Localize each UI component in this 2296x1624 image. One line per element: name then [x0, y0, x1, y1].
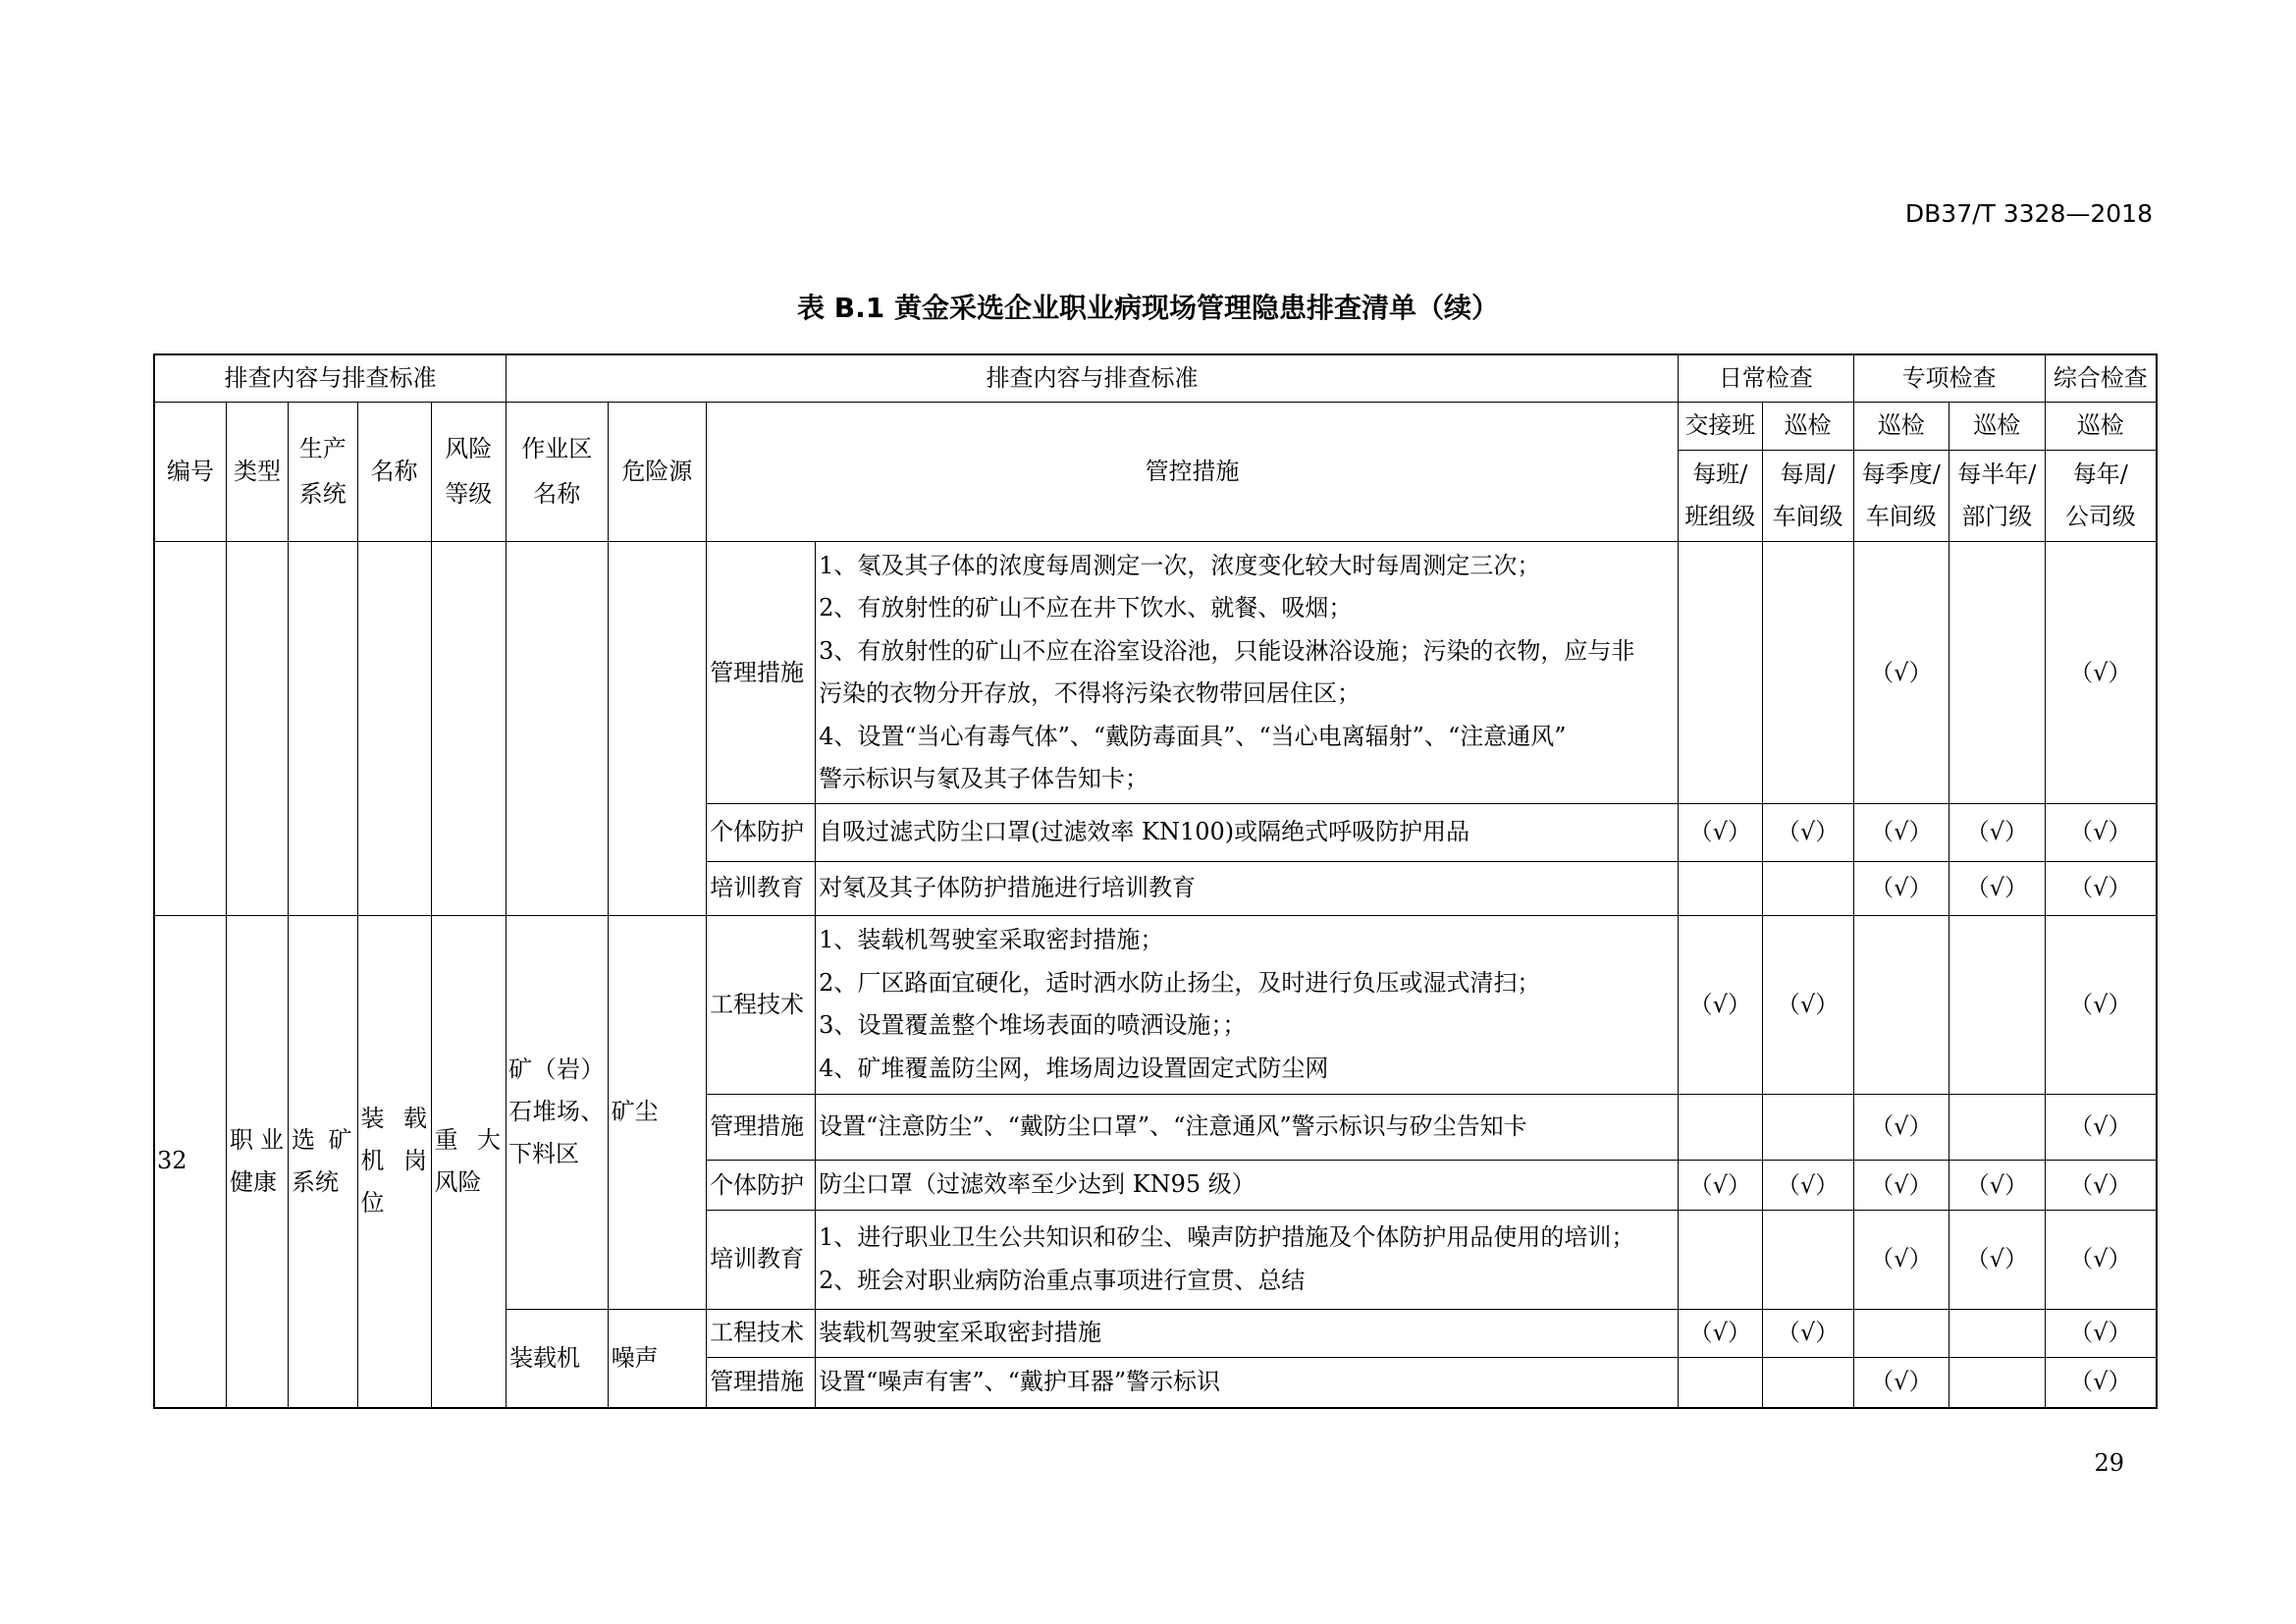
group-header-comprehensive: 综合检查	[2045, 354, 2157, 402]
work-area-label: 矿（岩）石堆场、下料区	[508, 1056, 605, 1168]
column-header-risk-label: 风险等级	[445, 435, 493, 509]
check-mark-cell: （√）	[2045, 1309, 2157, 1358]
group-header-content: 排查内容与排查标准	[507, 354, 1679, 402]
column-header-area-label: 作业区名称	[521, 435, 593, 509]
measure-content	[816, 1161, 1679, 1211]
measure-category: 管理措施	[707, 1358, 816, 1408]
work-area-cell: 装载机	[507, 1309, 609, 1408]
check-mark-cell: （√）	[1853, 542, 1949, 804]
check-mark-cell	[1679, 1094, 1763, 1161]
group-header-row	[154, 354, 2157, 402]
check-mark-cell: （√）	[1853, 1358, 1949, 1408]
check-mark-cell	[1762, 861, 1853, 916]
check-mark-cell	[1762, 542, 1853, 804]
check-mark-cell	[1679, 1358, 1763, 1408]
measure-content	[816, 804, 1679, 862]
check-method-header: 巡检	[2045, 402, 2157, 451]
item-system-label: 选矿系统	[292, 1125, 352, 1196]
measure-line: 自吸过滤式防尘口罩(过滤效率 KN100)或隔绝式呼吸防护用品	[819, 818, 1470, 845]
measure-line: 设置“注意防尘”、“戴防尘口罩”、“注意通风”警示标识与矽尘告知卡	[819, 1112, 1527, 1140]
measure-line: 4、设置“当心有毒气体”、“戴防毒面具”、“当心电离辐射”、“注意通风”	[819, 722, 1567, 750]
measure-line: 3、设置覆盖整个堆场表面的喷洒设施；；	[819, 1011, 1247, 1040]
measure-content	[816, 1309, 1679, 1358]
frequency-label: 每年/	[2072, 460, 2128, 488]
item-name-label: 装载机岗位	[360, 1105, 427, 1218]
work-area-cell	[507, 916, 609, 1310]
check-mark-cell	[1679, 861, 1763, 916]
measure-line: 1、进行职业卫生公共知识和矽尘、噪声防护措施及个体防护用品使用的培训；	[819, 1223, 1635, 1252]
check-mark-cell: （√）	[2045, 1094, 2157, 1161]
measure-category: 培训教育	[707, 861, 816, 916]
measure-content	[816, 1211, 1679, 1310]
check-mark-cell	[1949, 916, 2046, 1095]
check-mark-cell: （√）	[1762, 916, 1853, 1095]
check-frequency-header	[2045, 451, 2157, 542]
check-mark-cell	[1679, 542, 1763, 804]
document-code: DB37/T 3328—2018	[1904, 199, 2153, 228]
item-id-cell: 32	[154, 916, 227, 1408]
continued-system-cell	[289, 542, 358, 916]
continued-type-cell	[227, 542, 289, 916]
check-frequency-header	[1853, 451, 1949, 542]
check-mark-cell	[1949, 542, 2046, 804]
continued-hazard-cell	[608, 542, 707, 916]
level-label: 部门级	[1961, 503, 2033, 530]
measure-line: 3、有放射性的矿山不应在浴室设浴池，只能设淋浴设施；污染的衣物，应与非	[819, 636, 1635, 665]
measure-line: 2、有放射性的矿山不应在井下饮水、就餐、吸烟；	[819, 594, 1353, 622]
hazard-cell: 矿尘	[608, 916, 707, 1310]
measure-line: 2、班会对职业病防治重点事项进行宣贯、总结	[819, 1266, 1306, 1294]
item-system-cell	[289, 916, 358, 1408]
check-mark-cell: （√）	[1949, 804, 2046, 862]
check-method-header: 巡检	[1853, 402, 1949, 451]
check-mark-cell: （√）	[1949, 1211, 2046, 1310]
check-mark-cell	[1853, 916, 1949, 1095]
page-number: 29	[2094, 1449, 2124, 1477]
check-mark-cell: （√）	[1853, 1094, 1949, 1161]
level-label: 班组级	[1684, 503, 1756, 530]
measure-category: 工程技术	[707, 916, 816, 1095]
column-header-name: 名称	[357, 402, 431, 542]
measure-content	[816, 1094, 1679, 1161]
hazard-checklist-table	[153, 353, 2158, 1409]
column-header-system-label: 生产系统	[298, 435, 347, 509]
column-header-type: 类型	[227, 402, 289, 542]
check-mark-cell: （√）	[1679, 916, 1763, 1095]
check-mark-cell: （√）	[1949, 861, 2046, 916]
level-label: 车间级	[1865, 503, 1937, 530]
frequency-label: 每半年/	[1957, 460, 2037, 488]
hazard-cell: 噪声	[608, 1309, 707, 1408]
check-mark-cell: （√）	[2045, 804, 2157, 862]
column-header-row	[154, 402, 2157, 451]
item-risk-cell	[431, 916, 507, 1408]
group-header-basic: 排查内容与排查标准	[154, 354, 507, 402]
measure-content	[816, 542, 1679, 804]
measure-line: 对氡及其子体防护措施进行培训教育	[819, 874, 1197, 901]
measure-content	[816, 916, 1679, 1095]
check-mark-cell: （√）	[1949, 1161, 2046, 1211]
check-mark-cell	[1679, 1211, 1763, 1310]
check-mark-cell: （√）	[2045, 1161, 2157, 1211]
level-label: 公司级	[2064, 503, 2136, 530]
measure-line: 警示标识与氡及其子体告知卡；	[819, 765, 1149, 792]
check-frequency-header	[1679, 451, 1763, 542]
column-header-system	[289, 402, 358, 542]
frequency-label: 每周/	[1780, 460, 1836, 488]
table-title: 表 B.1 黄金采选企业职业病现场管理隐患排查清单（续）	[797, 292, 1499, 324]
check-frequency-header	[1949, 451, 2046, 542]
check-mark-cell: （√）	[2045, 861, 2157, 916]
continued-risk-cell	[431, 542, 507, 916]
continued-id-cell	[154, 542, 227, 916]
check-mark-cell	[1949, 1358, 2046, 1408]
check-method-header: 交接班	[1679, 402, 1763, 451]
check-mark-cell: （√）	[2045, 1358, 2157, 1408]
measure-line: 2、厂区路面宜硬化，适时洒水防止扬尘，及时进行负压或湿式清扫；	[819, 968, 1541, 997]
check-method-header: 巡检	[1949, 402, 2046, 451]
measure-line: 1、氡及其子体的浓度每周测定一次，浓度变化较大时每周测定三次；	[819, 551, 1541, 579]
column-header-hazard: 危险源	[608, 402, 707, 542]
group-header-special: 专项检查	[1853, 354, 2045, 402]
table-row	[154, 542, 2157, 804]
check-mark-cell: （√）	[1762, 804, 1853, 862]
measure-line: 污染的衣物分开存放，不得将污染衣物带回居住区；	[819, 679, 1362, 707]
check-mark-cell	[1762, 1094, 1853, 1161]
column-header-risk	[431, 402, 507, 542]
check-mark-cell: （√）	[1853, 1161, 1949, 1211]
check-mark-cell	[1949, 1094, 2046, 1161]
measure-category: 个体防护	[707, 1161, 816, 1211]
check-frequency-header	[1762, 451, 1853, 542]
measure-line: 防尘口罩（过滤效率至少达到 KN95 级）	[819, 1170, 1255, 1199]
column-header-id: 编号	[154, 402, 227, 542]
check-mark-cell: （√）	[1853, 1211, 1949, 1310]
check-mark-cell	[1853, 1309, 1949, 1358]
check-mark-cell: （√）	[1853, 804, 1949, 862]
check-mark-cell	[1949, 1309, 2046, 1358]
measure-category: 管理措施	[707, 542, 816, 804]
column-header-area	[507, 402, 609, 542]
measure-category: 管理措施	[707, 1094, 816, 1161]
measure-line: 设置“噪声有害”、“戴护耳器”警示标识	[819, 1368, 1221, 1395]
check-mark-cell: （√）	[1679, 1309, 1763, 1358]
check-mark-cell	[1762, 1211, 1853, 1310]
check-mark-cell: （√）	[2045, 916, 2157, 1095]
check-mark-cell: （√）	[1679, 1161, 1763, 1211]
check-method-header: 巡检	[1762, 402, 1853, 451]
frequency-label: 每班/	[1692, 460, 1748, 488]
measure-category: 工程技术	[707, 1309, 816, 1358]
measure-line: 装载机驾驶室采取密封措施	[819, 1319, 1102, 1346]
check-mark-cell: （√）	[2045, 542, 2157, 804]
group-header-daily: 日常检查	[1679, 354, 1854, 402]
measure-category: 培训教育	[707, 1211, 816, 1310]
check-mark-cell: （√）	[1853, 861, 1949, 916]
check-mark-cell: （√）	[2045, 1211, 2157, 1310]
continued-name-cell	[357, 542, 431, 916]
measure-line: 4、矿堆覆盖防尘网，堆场周边设置固定式防尘网	[819, 1054, 1329, 1082]
measure-category: 个体防护	[707, 804, 816, 862]
item-type-label: 职业健康	[230, 1125, 284, 1196]
check-mark-cell: （√）	[1679, 804, 1763, 862]
check-mark-cell: （√）	[1762, 1161, 1853, 1211]
check-mark-cell	[1762, 1358, 1853, 1408]
column-header-measures: 管控措施	[707, 402, 1679, 542]
measure-content	[816, 1358, 1679, 1408]
item-risk-label: 重大风险	[434, 1125, 501, 1196]
check-mark-cell: （√）	[1762, 1309, 1853, 1358]
measure-content	[816, 861, 1679, 916]
continued-area-cell	[507, 542, 609, 916]
table-row	[154, 916, 2157, 1095]
frequency-label: 每季度/	[1861, 460, 1941, 488]
item-name-cell	[357, 916, 431, 1408]
measure-line: 1、装载机驾驶室采取密封措施；	[819, 926, 1164, 954]
item-type-cell	[227, 916, 289, 1408]
level-label: 车间级	[1772, 503, 1843, 530]
